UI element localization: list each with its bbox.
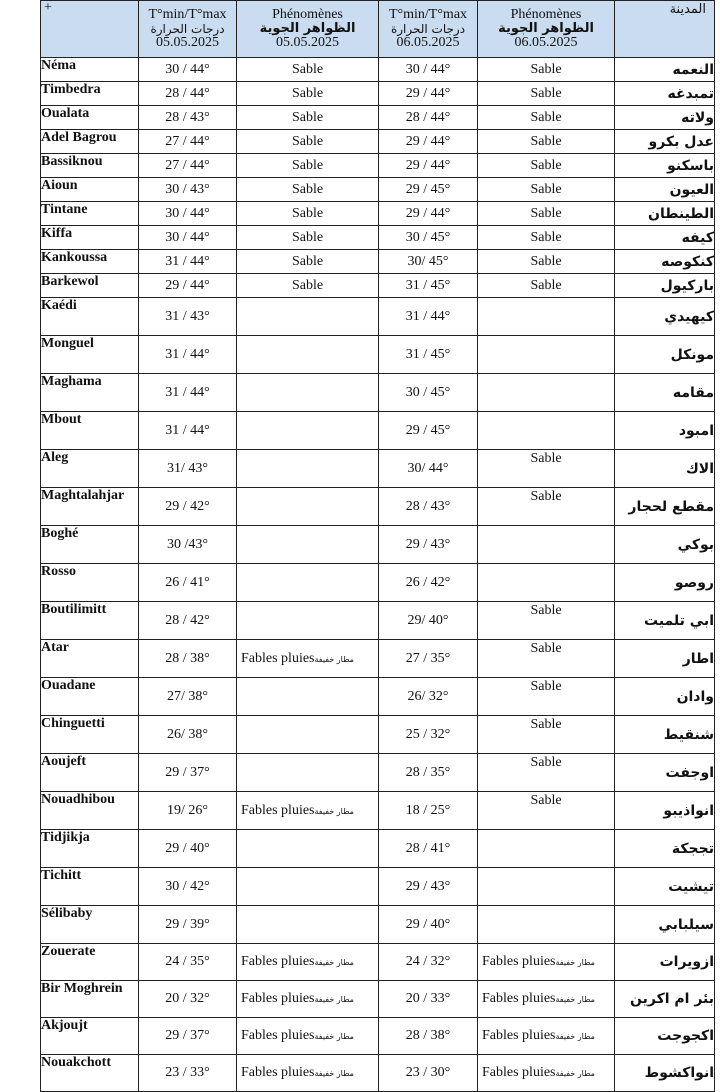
phen-day1 xyxy=(237,178,379,202)
phen-day1 xyxy=(237,678,379,716)
city-name-ar: ابي تلميت xyxy=(615,602,715,640)
phen-day1-ar: مطار خفيفة xyxy=(314,995,354,1004)
header-plus: + xyxy=(41,1,139,58)
city-name-ar: اكجوجت xyxy=(615,1018,715,1055)
city-name-ar: باركيول xyxy=(615,274,715,298)
phen-day2-text: Sable xyxy=(530,603,562,618)
header-temp-label-2: T°min/T°max xyxy=(388,7,468,22)
phen-day1 xyxy=(237,564,379,602)
temp-day2: 31 / 45° xyxy=(379,336,478,374)
phen-day2 xyxy=(478,640,615,678)
phen-day2 xyxy=(478,58,615,82)
phen-day2 xyxy=(478,944,615,981)
phen-day1-text: Sable xyxy=(291,205,324,221)
phen-day1 xyxy=(237,906,379,944)
city-name: Kaédi xyxy=(41,298,139,336)
city-name-ar: مونكل xyxy=(615,336,715,374)
temp-day1: 19/ 26° xyxy=(139,792,237,830)
phen-day2-text: Sable xyxy=(530,679,562,694)
temp-day1: 31 / 44° xyxy=(139,412,237,450)
phen-day2 xyxy=(478,488,615,526)
city-name: Nouakchott xyxy=(41,1055,139,1092)
temp-day2: 26 / 42° xyxy=(379,564,478,602)
table-row xyxy=(41,130,715,154)
temp-day1: 29 / 40° xyxy=(139,830,237,868)
phen-day1-text: Fables pluies xyxy=(241,991,315,1006)
header-temp-label-ar: درجات الحرارة xyxy=(150,22,225,36)
phen-day1 xyxy=(237,488,379,526)
forecast-sheet xyxy=(40,0,714,1092)
phen-day2-text: Sable xyxy=(530,181,562,197)
city-name: Tichitt xyxy=(41,868,139,906)
temp-day2: 29 / 44° xyxy=(379,130,478,154)
city-name: Oualata xyxy=(41,106,139,130)
phen-day1 xyxy=(237,58,379,82)
temp-day1: 29 / 37° xyxy=(139,754,237,792)
phen-day2-text: Fables pluies xyxy=(482,1065,556,1080)
phen-day1-text: Sable xyxy=(291,157,324,173)
city-name-ar: بئر ام اكرين xyxy=(615,981,715,1018)
phen-day2-text: Sable xyxy=(530,451,562,466)
table-row xyxy=(41,602,715,640)
city-name: Maghtalahjar xyxy=(41,488,139,526)
table-row xyxy=(41,82,715,106)
phen-day2-text: Sable xyxy=(530,793,562,808)
temp-day1: 30 /43° xyxy=(139,526,237,564)
city-name: Atar xyxy=(41,640,139,678)
city-name-ar: امبود xyxy=(615,412,715,450)
phen-day1 xyxy=(237,202,379,226)
city-name-ar: عدل بكرو xyxy=(615,130,715,154)
table-row xyxy=(41,981,715,1018)
temp-day2: 29/ 40° xyxy=(379,602,478,640)
phen-day1 xyxy=(237,250,379,274)
phen-day2 xyxy=(478,716,615,754)
table-row xyxy=(41,274,715,298)
phen-day2-text: Sable xyxy=(530,85,562,101)
city-name: Monguel xyxy=(41,336,139,374)
table-row xyxy=(41,298,715,336)
temp-day2: 29 / 44° xyxy=(379,82,478,106)
city-name-ar: اطار xyxy=(615,640,715,678)
city-name-ar: باسكنو xyxy=(615,154,715,178)
city-name: Bir Moghrein xyxy=(41,981,139,1018)
temp-day1: 20 / 32° xyxy=(139,981,237,1018)
temp-day1: 30 / 42° xyxy=(139,868,237,906)
temp-day1: 26/ 38° xyxy=(139,716,237,754)
temp-day2: 30/ 45° xyxy=(379,250,478,274)
table-row xyxy=(41,792,715,830)
phen-day2 xyxy=(478,336,615,374)
city-name-ar: كيهيدي xyxy=(615,298,715,336)
phen-day2-ar: مطار خفيفة xyxy=(555,1032,595,1041)
city-name: Nouadhibou xyxy=(41,792,139,830)
city-name: Aoujeft xyxy=(41,754,139,792)
city-name: Kiffa xyxy=(41,226,139,250)
temp-day1: 28 / 42° xyxy=(139,602,237,640)
forecast-body xyxy=(41,58,715,1092)
phen-day1 xyxy=(237,154,379,178)
table-row xyxy=(41,412,715,450)
phen-day2 xyxy=(478,106,615,130)
temp-day2: 29 / 40° xyxy=(379,906,478,944)
city-name-ar: بوكي xyxy=(615,526,715,564)
city-name: Rosso xyxy=(41,564,139,602)
phen-day2 xyxy=(478,1018,615,1055)
table-row xyxy=(41,58,715,82)
header-phen-day1 xyxy=(237,1,379,58)
phen-day2-text: Sable xyxy=(530,229,562,245)
header-temp-day1 xyxy=(139,1,237,58)
city-name: Boutilimitt xyxy=(41,602,139,640)
phen-day1 xyxy=(237,868,379,906)
header-phen-label-ar: الظواهر الجوية xyxy=(259,21,356,36)
temp-day2: 28 / 41° xyxy=(379,830,478,868)
phen-day1 xyxy=(237,981,379,1018)
city-name-ar: كنكوصه xyxy=(615,250,715,274)
table-row xyxy=(41,830,715,868)
temp-day1: 31 / 44° xyxy=(139,250,237,274)
city-name: Ouadane xyxy=(41,678,139,716)
phen-day1-ar: مطار خفيفة xyxy=(314,1032,354,1041)
city-name: Boghé xyxy=(41,526,139,564)
temp-day2: 27 / 35° xyxy=(379,640,478,678)
header-phen-day2 xyxy=(478,1,615,58)
phen-day2 xyxy=(478,830,615,868)
table-row xyxy=(41,868,715,906)
phen-day2-text: Sable xyxy=(530,489,562,504)
temp-day1: 24 / 35° xyxy=(139,944,237,981)
temp-day2: 29 / 45° xyxy=(379,412,478,450)
phen-day1-text: Sable xyxy=(291,229,324,245)
table-row xyxy=(41,374,715,412)
header-temp-label-ar-2: درجات الحرارة xyxy=(390,22,466,36)
header-date1: 05.05.2025 xyxy=(156,35,219,50)
table-row xyxy=(41,226,715,250)
phen-day1-ar: مطار خفيفة xyxy=(314,654,354,664)
city-name: Sélibaby xyxy=(41,906,139,944)
temp-day1: 30 / 44° xyxy=(139,202,237,226)
temp-day2: 29 / 45° xyxy=(379,178,478,202)
header-phen-label-ar-2: الظواهر الجوية xyxy=(498,21,594,36)
phen-day1 xyxy=(237,298,379,336)
phen-day2 xyxy=(478,678,615,716)
city-name: Adel Bagrou xyxy=(41,130,139,154)
phen-day2 xyxy=(478,374,615,412)
phen-day2 xyxy=(478,602,615,640)
phen-day2 xyxy=(478,564,615,602)
temp-day1: 27 / 44° xyxy=(139,154,237,178)
temp-day1: 26 / 41° xyxy=(139,564,237,602)
phen-day2-text: Sable xyxy=(530,717,562,732)
phen-day1 xyxy=(237,526,379,564)
phen-day2-text: Sable xyxy=(530,157,562,173)
header-date1-phen: 05.05.2025 xyxy=(276,35,339,50)
phen-day2-ar: مطار خفيفة xyxy=(555,1069,595,1078)
header-phen-label: Phénomènes xyxy=(272,7,343,22)
city-name-ar: اوجفت xyxy=(615,754,715,792)
phen-day2 xyxy=(478,154,615,178)
table-row xyxy=(41,1055,715,1092)
phen-day2-text: Sable xyxy=(530,253,562,269)
phen-day1 xyxy=(237,640,379,678)
phen-day1 xyxy=(237,754,379,792)
phen-day2 xyxy=(478,274,615,298)
temp-day2: 30 / 45° xyxy=(379,374,478,412)
city-name-ar: سيلبابي xyxy=(615,906,715,944)
city-name-ar: شنقيط xyxy=(615,716,715,754)
table-row xyxy=(41,336,715,374)
city-name-ar: انواكشوط xyxy=(615,1055,715,1092)
phen-day1 xyxy=(237,374,379,412)
city-name: Chinguetti xyxy=(41,716,139,754)
header-date2-phen: 06.05.2025 xyxy=(514,35,578,50)
temp-day1: 29 / 39° xyxy=(139,906,237,944)
city-name: Zouerate xyxy=(41,944,139,981)
city-name-ar: ازويرات xyxy=(615,944,715,981)
phen-day1-text: Sable xyxy=(291,61,324,77)
temp-day1: 30 / 44° xyxy=(139,58,237,82)
city-name-ar: انواذيبو xyxy=(615,792,715,830)
city-name: Maghama xyxy=(41,374,139,412)
temp-day2: 29 / 43° xyxy=(379,868,478,906)
city-name: Kankoussa xyxy=(41,250,139,274)
phen-day1 xyxy=(237,450,379,488)
city-name: Tintane xyxy=(41,202,139,226)
phen-day1 xyxy=(237,602,379,640)
phen-day2-ar: مطار خفيفة xyxy=(555,958,595,967)
phen-day1-text: Fables pluies xyxy=(241,650,315,666)
phen-day2 xyxy=(478,450,615,488)
temp-day2: 29 / 44° xyxy=(379,202,478,226)
phen-day1 xyxy=(237,274,379,298)
temp-day1: 30 / 44° xyxy=(139,226,237,250)
phen-day1-text: Sable xyxy=(291,85,324,101)
phen-day2 xyxy=(478,202,615,226)
phen-day2 xyxy=(478,526,615,564)
city-name-ar: تمبدغه xyxy=(615,82,715,106)
temp-day1: 29 / 37° xyxy=(139,1018,237,1055)
table-row xyxy=(41,716,715,754)
header-phen-label-2: Phénomènes xyxy=(510,7,582,22)
phen-day1-ar: مطار خفيفة xyxy=(314,1069,354,1078)
phen-day1 xyxy=(237,1055,379,1092)
temp-day1: 31 / 44° xyxy=(139,336,237,374)
temp-day2: 20 / 33° xyxy=(379,981,478,1018)
phen-day1 xyxy=(237,226,379,250)
phen-day1-text: Sable xyxy=(291,181,324,197)
phen-day1 xyxy=(237,944,379,981)
table-row xyxy=(41,906,715,944)
phen-day2-text: Sable xyxy=(530,133,562,149)
phen-day2 xyxy=(478,178,615,202)
table-row xyxy=(41,178,715,202)
city-name-ar: الاك xyxy=(615,450,715,488)
city-name-ar: الطينطان xyxy=(615,202,715,226)
temp-day2: 30 / 45° xyxy=(379,226,478,250)
city-name-ar: روصو xyxy=(615,564,715,602)
temp-day1: 31 / 43° xyxy=(139,298,237,336)
phen-day1 xyxy=(237,130,379,154)
table-row xyxy=(41,488,715,526)
city-name-ar: مقامه xyxy=(615,374,715,412)
city-name: Akjoujt xyxy=(41,1018,139,1055)
phen-day1-text: Sable xyxy=(291,109,324,125)
city-name-ar: وادان xyxy=(615,678,715,716)
phen-day2 xyxy=(478,250,615,274)
table-row xyxy=(41,564,715,602)
phen-day2 xyxy=(478,754,615,792)
table-row xyxy=(41,640,715,678)
phen-day2 xyxy=(478,1055,615,1092)
table-row xyxy=(41,944,715,981)
phen-day1-text: Sable xyxy=(291,133,324,149)
header-city-ar: المدينة xyxy=(615,1,715,58)
city-name: Aioun xyxy=(41,178,139,202)
city-name: Bassiknou xyxy=(41,154,139,178)
temp-day2: 25 / 32° xyxy=(379,716,478,754)
phen-day2 xyxy=(478,130,615,154)
phen-day2-text: Sable xyxy=(530,277,562,293)
temp-day2: 30 / 44° xyxy=(379,58,478,82)
phen-day2 xyxy=(478,906,615,944)
phen-day2-ar: مطار خفيفة xyxy=(555,995,595,1004)
city-name: Timbedra xyxy=(41,82,139,106)
phen-day1 xyxy=(237,106,379,130)
temp-day1: 31 / 44° xyxy=(139,374,237,412)
phen-day1 xyxy=(237,82,379,106)
phen-day1-text: Fables pluies xyxy=(241,1065,315,1080)
table-row xyxy=(41,1018,715,1055)
header-temp-day2 xyxy=(379,1,478,58)
city-name-ar: كيفه xyxy=(615,226,715,250)
phen-day2-text: Sable xyxy=(530,205,562,221)
city-name-ar: تيشيت xyxy=(615,868,715,906)
temp-day2: 28 / 43° xyxy=(379,488,478,526)
temp-day2: 24 / 32° xyxy=(379,944,478,981)
temp-day1: 29 / 42° xyxy=(139,488,237,526)
phen-day1 xyxy=(237,336,379,374)
phen-day2 xyxy=(478,792,615,830)
phen-day2-text: Fables pluies xyxy=(482,1028,556,1043)
phen-day2 xyxy=(478,412,615,450)
temp-day2: 28 / 44° xyxy=(379,106,478,130)
phen-day2 xyxy=(478,868,615,906)
table-row xyxy=(41,154,715,178)
phen-day1 xyxy=(237,412,379,450)
temp-day2: 18 / 25° xyxy=(379,792,478,830)
phen-day2 xyxy=(478,981,615,1018)
header-temp-label: T°min/T°max xyxy=(148,7,227,22)
header-row xyxy=(41,1,715,58)
phen-day2-text: Sable xyxy=(530,61,562,77)
phen-day1-text: Fables pluies xyxy=(241,954,315,969)
city-name: Barkewol xyxy=(41,274,139,298)
city-name-ar: النعمه xyxy=(615,58,715,82)
phen-day2-text: Sable xyxy=(530,109,562,125)
temp-day1: 27 / 44° xyxy=(139,130,237,154)
table-row xyxy=(41,106,715,130)
table-row xyxy=(41,678,715,716)
temp-day2: 26/ 32° xyxy=(379,678,478,716)
phen-day2-text: Sable xyxy=(530,641,562,656)
phen-day2-text: Fables pluies xyxy=(482,954,556,969)
temp-day2: 31 / 45° xyxy=(379,274,478,298)
phen-day1-text: Sable xyxy=(291,277,324,293)
temp-day2: 30/ 44° xyxy=(379,450,478,488)
phen-day1 xyxy=(237,830,379,868)
temp-day1: 28 / 38° xyxy=(139,640,237,678)
city-name: Mbout xyxy=(41,412,139,450)
phen-day1-text: Fables pluies xyxy=(241,1028,315,1043)
temp-day2: 29 / 44° xyxy=(379,154,478,178)
temp-day1: 27/ 38° xyxy=(139,678,237,716)
phen-day1-text: Fables pluies xyxy=(241,802,315,818)
forecast-table xyxy=(40,0,715,1092)
city-name: Aleg xyxy=(41,450,139,488)
temp-day1: 28 / 44° xyxy=(139,82,237,106)
table-row xyxy=(41,250,715,274)
temp-day2: 28 / 35° xyxy=(379,754,478,792)
phen-day1 xyxy=(237,792,379,830)
city-name-ar: تججكة xyxy=(615,830,715,868)
temp-day2: 28 / 38° xyxy=(379,1018,478,1055)
city-name-ar: العيون xyxy=(615,178,715,202)
temp-day2: 31 / 44° xyxy=(379,298,478,336)
phen-day1 xyxy=(237,716,379,754)
temp-day1: 28 / 43° xyxy=(139,106,237,130)
city-name-ar: مقطع لحجار xyxy=(615,488,715,526)
phen-day2-text: Sable xyxy=(530,755,562,770)
temp-day2: 29 / 43° xyxy=(379,526,478,564)
table-row xyxy=(41,754,715,792)
table-row xyxy=(41,450,715,488)
table-row xyxy=(41,526,715,564)
temp-day1: 29 / 44° xyxy=(139,274,237,298)
city-name: Néma xyxy=(41,58,139,82)
temp-day1: 31/ 43° xyxy=(139,450,237,488)
temp-day2: 23 / 30° xyxy=(379,1055,478,1092)
phen-day1-ar: مطار خفيفة xyxy=(314,806,354,816)
phen-day1 xyxy=(237,1018,379,1055)
phen-day2 xyxy=(478,226,615,250)
temp-day1: 30 / 43° xyxy=(139,178,237,202)
phen-day2-text: Fables pluies xyxy=(482,991,556,1006)
city-name: Tidjikja xyxy=(41,830,139,868)
phen-day1-ar: مطار خفيفة xyxy=(314,958,354,967)
temp-day1: 23 / 33° xyxy=(139,1055,237,1092)
phen-day2 xyxy=(478,82,615,106)
phen-day2 xyxy=(478,298,615,336)
table-row xyxy=(41,202,715,226)
city-name-ar: ولاته xyxy=(615,106,715,130)
header-date2: 06.05.2025 xyxy=(396,35,460,50)
phen-day1-text: Sable xyxy=(291,253,324,269)
